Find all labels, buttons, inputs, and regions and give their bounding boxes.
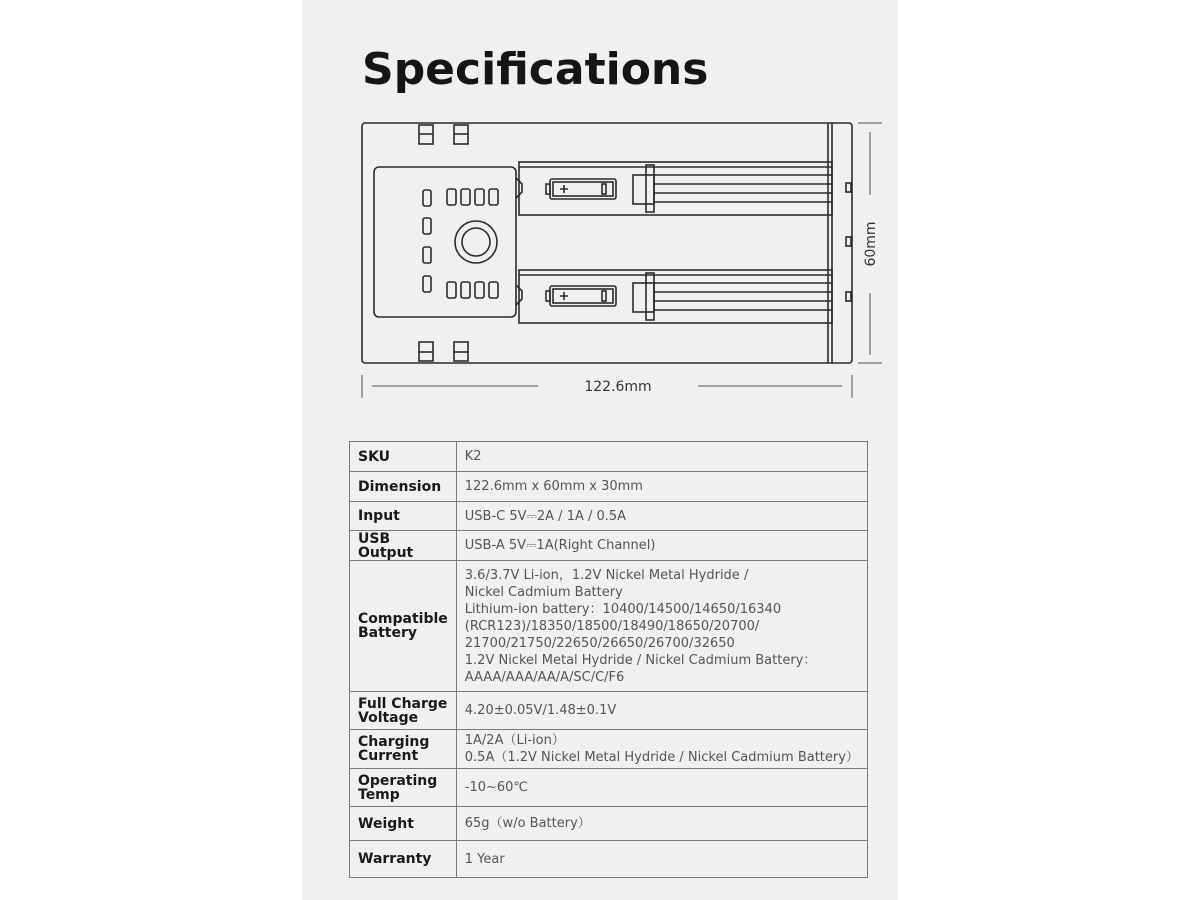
spec-key: Charging Current <box>350 730 457 769</box>
spec-row-dimension <box>350 472 868 502</box>
spec-row-compatible-battery <box>350 561 868 692</box>
led-indicator-3 <box>423 247 431 263</box>
spec-value: K2 <box>456 442 867 472</box>
spec-key: Weight <box>350 807 457 841</box>
spec-key: Operating Temp <box>350 769 457 807</box>
led-indicator-1 <box>423 190 431 206</box>
dimension-lines <box>362 123 882 398</box>
spec-key: Dimension <box>350 472 457 502</box>
slider-top <box>633 175 654 204</box>
charger-body-outline <box>362 123 852 363</box>
spec-key: SKU <box>350 442 457 472</box>
led-indicator-2 <box>423 218 431 234</box>
spec-row-charging-current <box>350 730 868 769</box>
spec-value: 122.6mm x 60mm x 30mm <box>456 472 867 502</box>
slider-bottom <box>633 283 654 312</box>
spec-table <box>349 441 868 878</box>
spec-value: 3.6/3.7V Li-ion，1.2V Nickel Metal Hydride / Nickel Cadmium Battery Lithium-ion battery：10400/14500/14650/16340 (RCR123)/18350/18500/18490/18650/20700/ 21700/21750/22650/26650/26700/32650 1.2V Nickel Metal Hydride / Nickel Cadmium Battery： AAAA/AAA/AA/A/SC/C/F6 <box>456 561 867 692</box>
spec-row-weight <box>350 807 868 841</box>
power-button-inner <box>462 228 490 256</box>
spec-row-warranty <box>350 841 868 878</box>
spec-value: USB-C 5V⎓2A / 1A / 0.5A <box>456 502 867 531</box>
spec-value: USB-A 5V⎓1A(Right Channel) <box>456 531 867 561</box>
spec-key: Compatible Battery <box>350 561 457 692</box>
spec-key: Full Charge Voltage <box>350 692 457 730</box>
spec-key: USB Output <box>350 531 457 561</box>
spec-row-operating-temp <box>350 769 868 807</box>
spec-value: -10~60℃ <box>456 769 867 807</box>
spec-key: Input <box>350 502 457 531</box>
spec-value: 65g（w/o Battery） <box>456 807 867 841</box>
led-indicator-4 <box>423 276 431 292</box>
spec-key: Warranty <box>350 841 457 878</box>
spec-row-sku <box>350 442 868 472</box>
spec-panel <box>302 0 898 900</box>
spec-row-input <box>350 502 868 531</box>
spec-value: 1 Year <box>456 841 867 878</box>
height-dimension-label: 60mm <box>863 221 879 267</box>
spec-value: 1A/2A（Li-ion） 0.5A（1.2V Nickel Metal Hydride / Nickel Cadmium Battery） <box>456 730 867 769</box>
spec-row-usb-output <box>350 531 868 561</box>
page-title: Specifications <box>362 44 709 95</box>
spec-row-full-charge-voltage <box>350 692 868 730</box>
charger-diagram <box>302 0 898 420</box>
spec-value: 4.20±0.05V/1.48±0.1V <box>456 692 867 730</box>
width-dimension-label: 122.6mm <box>584 379 652 395</box>
